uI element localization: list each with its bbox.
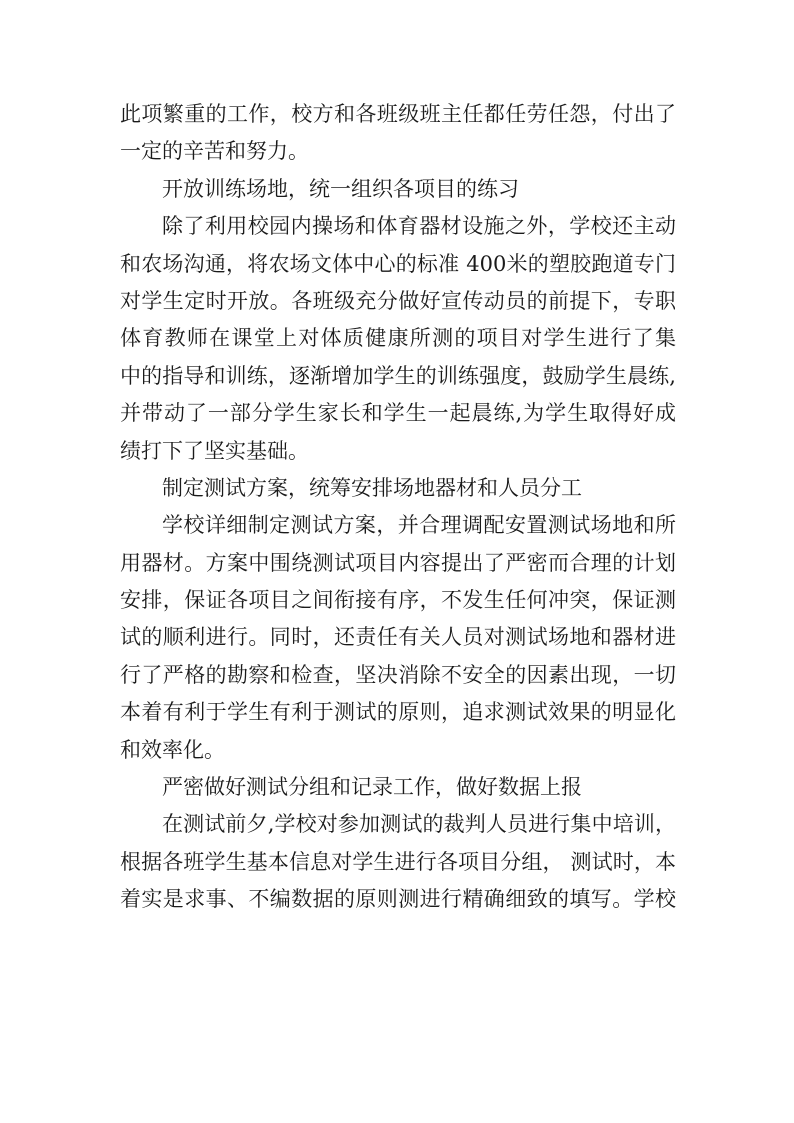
text-line: 一定的辛苦和努力。 <box>120 139 309 164</box>
text-line: 和效率化。 <box>120 737 225 762</box>
text-line: 和农场沟通，将农场文体中心的标准 400米的塑胶跑道专门 <box>120 251 676 276</box>
text-line: 绩打下了坚实基础。 <box>120 438 309 463</box>
text-line: 并带动了一部分学生家长和学生一起晨练,为学生取得好成 <box>120 401 676 426</box>
paragraph-first-line: 学校详细制定测试方案，并合理调配安置测试场地和所 <box>162 513 676 538</box>
text-line: 安排，保证各项目之间衔接有序，不发生任何冲突，保证测 <box>120 588 676 613</box>
text-line: 中的指导和训练，逐渐增加学生的训练强度，鼓励学生晨练, <box>120 363 676 388</box>
text-line: 体育教师在课堂上对体质健康所测的项目对学生进行了集 <box>120 326 676 351</box>
paragraph-first-line: 严密做好测试分组和记录工作，做好数据上报 <box>162 775 582 800</box>
text-line: 本着有利于学生有利于测试的原则，追求测试效果的明显化 <box>120 700 676 725</box>
text-line: 着实是求事、不编数据的原则测进行精确细致的填写。学校 <box>120 887 676 912</box>
text-line: 此项繁重的工作，校方和各班级班主任都任劳任怨，付出了 <box>120 102 676 126</box>
text-line: 用器材。方案中围绕测试项目内容提出了严密而合理的计划 <box>120 550 676 575</box>
text-line: 行了严格的勘察和检查，坚决消除不安全的因素出现，一切 <box>120 662 676 687</box>
text-line: 试的顺利进行。同时，还责任有关人员对测试场地和器材进 <box>120 625 676 650</box>
paragraph-first-line: 制定测试方案，统筹安排场地器材和人员分工 <box>162 475 582 500</box>
text-line: 根据各班学生基本信息对学生进行各项目分组， 测试时，本 <box>120 849 676 874</box>
body-text <box>120 96 676 919</box>
paragraph-first-line: 开放训练场地，统一组织各项目的练习 <box>162 176 519 201</box>
paragraph-first-line: 除了利用校园内操场和体育器材设施之外，学校还主动 <box>162 214 676 239</box>
paragraph-first-line: 在测试前夕,学校对参加测试的裁判人员进行集中培训， <box>162 812 676 837</box>
text-line: 对学生定时开放。各班级充分做好宣传动员的前提下，专职 <box>120 288 676 313</box>
